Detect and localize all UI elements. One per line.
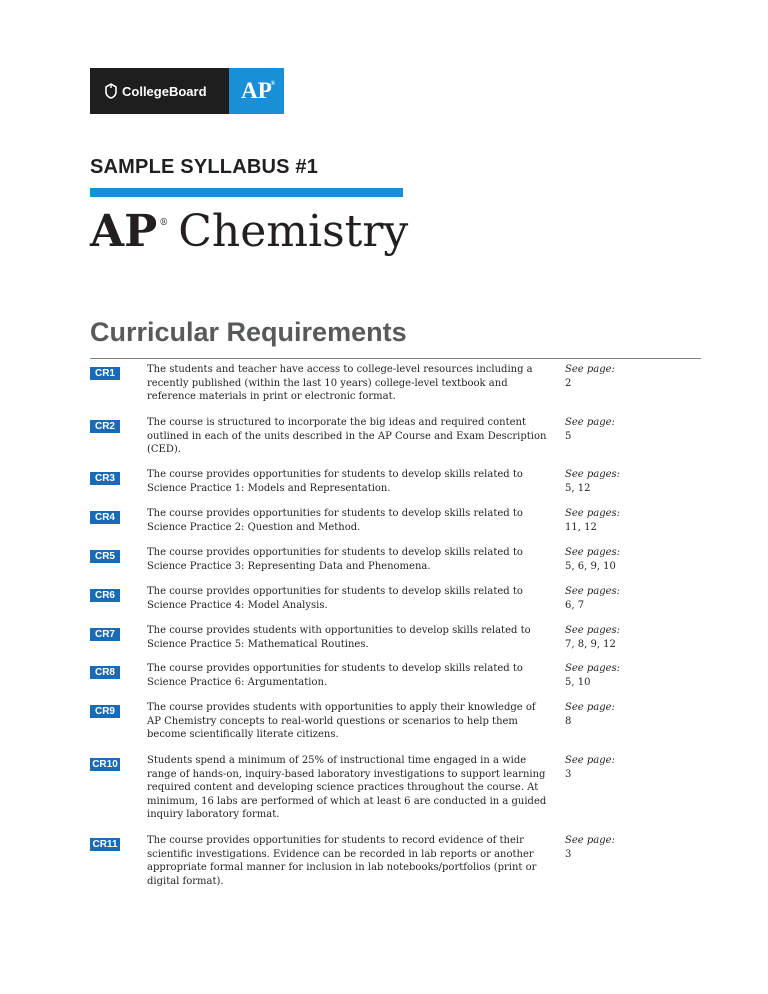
ap-wordmark: AP	[241, 78, 272, 103]
cr-badge: CR10	[90, 758, 120, 771]
page-reference	[565, 662, 685, 689]
page-numbers: 6, 7	[565, 599, 585, 611]
page-reference	[565, 624, 685, 651]
page-numbers: 11, 12	[565, 521, 597, 533]
page-reference	[565, 701, 685, 728]
page-numbers: 5, 10	[565, 676, 591, 688]
requirement-text: The course provides opportunities for students to develop skills related to Science Practice 3: Representing Data and Phenomena.	[147, 547, 523, 572]
requirement-row	[90, 701, 701, 740]
course-ap-mark: AP	[90, 206, 158, 257]
requirement-text: The course provides students with opportunities to develop skills related to Science Practice 5: Mathematical Routines.	[147, 625, 531, 650]
cr-badge: CR11	[90, 838, 120, 851]
requirement-row	[90, 468, 701, 494]
page-numbers: 3	[565, 848, 572, 860]
requirement-text: The course is structured to incorporate the big ideas and required content outlined in each of the units described in the AP Course and Exam Description (CED).	[147, 417, 547, 455]
requirement-row	[90, 546, 701, 572]
page-reference	[565, 416, 685, 443]
requirement-row	[90, 624, 701, 650]
cr-badge: CR4	[90, 511, 120, 524]
see-page-label: See page:	[565, 755, 615, 766]
requirement-text: The students and teacher have access to college-level resources including a recently published (within the last 10 years) college-level textbook and reference materials in print or electronic format.	[147, 364, 533, 402]
course-title	[90, 206, 408, 257]
requirement-row	[90, 585, 701, 611]
collegeboard-logo	[90, 68, 229, 114]
see-page-label: See pages:	[565, 547, 621, 558]
requirement-text: The course provides opportunities for students to develop skills related to Science Practice 1: Models and Representation.	[147, 469, 523, 494]
see-page-label: See page:	[565, 417, 615, 428]
title-accent-bar	[90, 188, 403, 197]
collegeboard-ap-logo	[90, 68, 284, 114]
see-page-label: See pages:	[565, 586, 621, 597]
page-reference	[565, 585, 685, 612]
requirement-text: The course provides opportunities for students to develop skills related to Science Practice 2: Question and Method.	[147, 508, 523, 533]
syllabus-label: SAMPLE SYLLABUS #1	[90, 156, 319, 178]
cr-badge: CR7	[90, 628, 120, 641]
requirement-row	[90, 507, 701, 533]
see-page-label: See pages:	[565, 469, 621, 480]
section-heading: Curricular Requirements	[90, 317, 407, 347]
page-numbers: 5, 6, 9, 10	[565, 560, 616, 572]
see-page-label: See page:	[565, 702, 615, 713]
cr-badge: CR6	[90, 589, 120, 602]
page-reference	[565, 468, 685, 495]
acorn-icon	[104, 83, 118, 99]
requirement-text: The course provides opportunities for students to record evidence of their scientific investigations. Evidence can be recorded in lab reports or another appropriate formal manner for inclusion in lab notebooks/portfolios (print or digital format).	[147, 835, 537, 887]
page-reference	[565, 834, 685, 861]
page-numbers: 3	[565, 768, 572, 780]
see-page-label: See pages:	[565, 625, 621, 636]
collegeboard-wordmark: CollegeBoard	[122, 83, 207, 99]
page-reference	[565, 507, 685, 534]
page-reference	[565, 363, 685, 390]
cr-badge: CR2	[90, 420, 120, 433]
see-page-label: See pages:	[565, 663, 621, 674]
page-numbers: 7, 8, 9, 12	[565, 638, 616, 650]
requirement-text: The course provides opportunities for students to develop skills related to Science Practice 4: Model Analysis.	[147, 586, 523, 611]
page-reference	[565, 754, 685, 781]
page-numbers: 2	[565, 377, 572, 389]
course-name: Chemistry	[178, 206, 409, 257]
ap-logo-registered: ®	[270, 81, 275, 87]
requirement-row	[90, 834, 701, 887]
cr-badge: CR9	[90, 705, 120, 718]
cr-badge: CR5	[90, 550, 120, 563]
cr-badge: CR1	[90, 367, 120, 380]
requirement-row	[90, 754, 701, 820]
requirement-text: The course provides students with opportunities to apply their knowledge of AP Chemistry concepts to real-world questions or scenarios to help them become scientifically literate citizens.	[147, 702, 536, 740]
page-numbers: 5	[565, 430, 572, 442]
requirement-row	[90, 662, 701, 688]
see-page-label: See pages:	[565, 508, 621, 519]
cr-badge: CR3	[90, 472, 120, 485]
course-registered-mark: ®	[159, 218, 169, 228]
requirement-text: Students spend a minimum of 25% of instructional time engaged in a wide range of hands-on, inquiry-based laboratory investigations to support learning required content and developing science practices throughout the course. At minimum, 16 labs are performed of which at least 6 are conducted in a guided inquiry laboratory format.	[147, 755, 547, 820]
see-page-label: See page:	[565, 364, 615, 375]
ap-logo	[229, 68, 284, 114]
requirement-row	[90, 363, 701, 402]
page-numbers: 8	[565, 715, 572, 727]
page-reference	[565, 546, 685, 573]
section-divider	[90, 358, 701, 359]
see-page-label: See page:	[565, 835, 615, 846]
page-numbers: 5, 12	[565, 482, 591, 494]
requirement-row	[90, 416, 701, 455]
cr-badge: CR8	[90, 666, 120, 679]
requirement-text: The course provides opportunities for students to develop skills related to Science Practice 6: Argumentation.	[147, 663, 523, 688]
